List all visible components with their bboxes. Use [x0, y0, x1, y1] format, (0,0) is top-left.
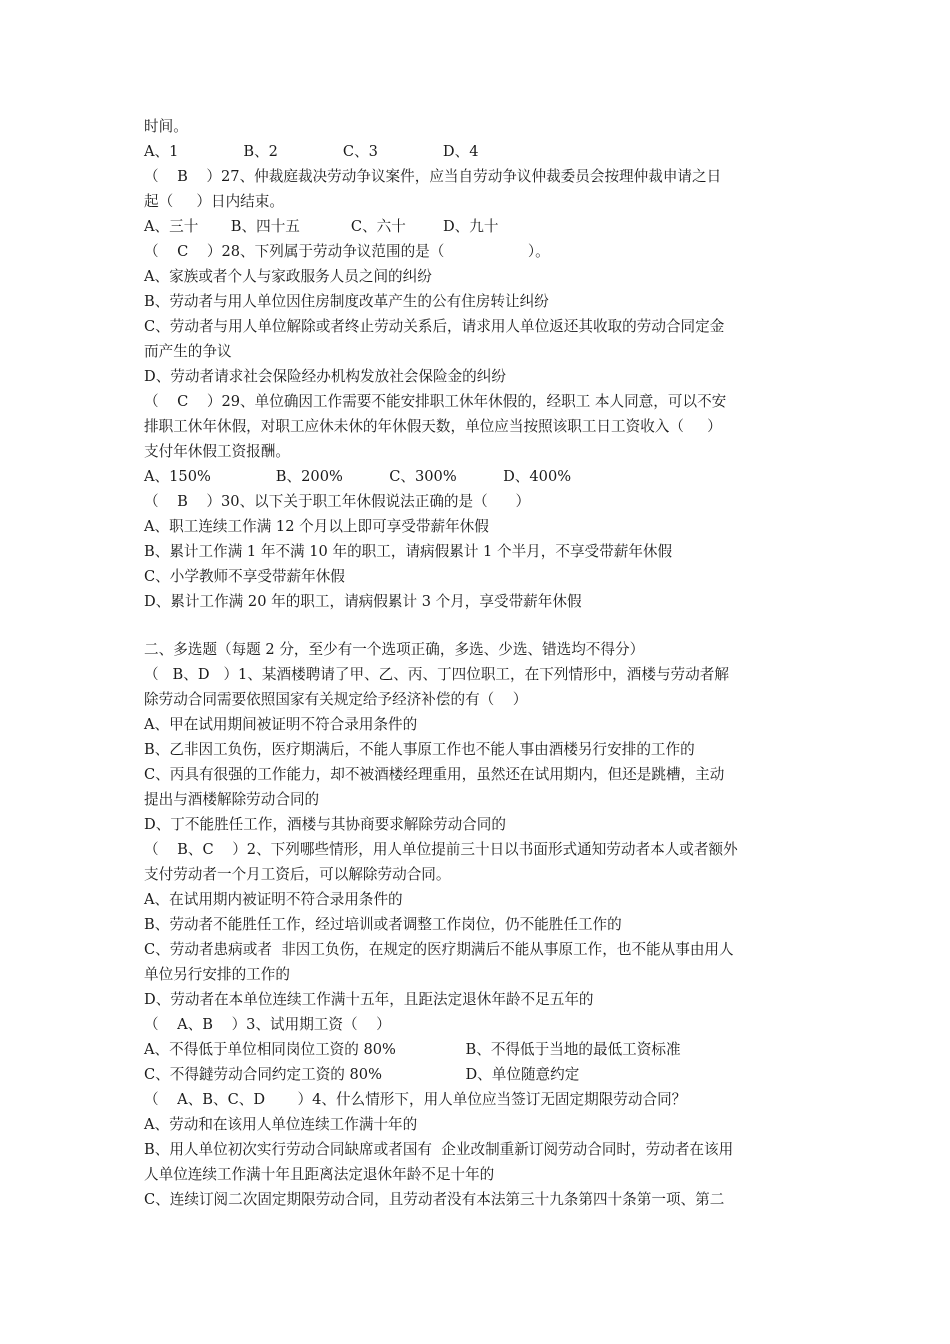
text-line: （ B、D ）1、某酒楼聘请了甲、乙、丙、丁四位职工，在下列情形中，酒楼与劳动者解 [144, 666, 729, 683]
text-line: C、不得鐽劳动合同约定工资的 80% D、单位随意约定 [144, 1066, 580, 1083]
text-line: 人单位连续工作满十年且距离法定退休年龄不足十年的 [144, 1166, 495, 1183]
text-line: A、不得低于单位相同岗位工资的 80% B、不得低于当地的最低工资标准 [144, 1041, 681, 1058]
text-line: 除劳动合同需要依照国家有关规定给予经济补偿的有（ ） [144, 691, 528, 708]
text-line: （ A、B、C、D ）4、什么情形下，用人单位应当签订无固定期限劳动合同？ [144, 1091, 687, 1108]
text-line: 二、多选题（每题 2 分，至少有一个选项正确，多选、少选、错选均不得分） [144, 641, 645, 658]
text-line: （ B、C ）2、下列哪些情形，用人单位提前三十日以书面形式通知劳动者本人或者额外 [144, 841, 738, 858]
text-line: C、劳动者与用人单位解除或者终止劳动关系后，请求用人单位返还其收取的劳动合同定金 [144, 318, 725, 335]
text-line: （ B ）30、以下关于职工年休假说法正确的是（ ） [144, 493, 531, 510]
text-line: （ A、B ）3、试用期工资（ ） [144, 1016, 391, 1033]
text-line: 而产生的争议 [144, 343, 232, 360]
text-line: A、在试用期内被证明不符合录用条件的 [144, 891, 403, 908]
text-line: D、劳动者在本单位连续工作满十五年，且距法定退休年龄不足五年的 [144, 991, 594, 1008]
text-line: （ C ）28、下列属于劳动争议范围的是（ ）。 [144, 243, 550, 260]
text-line: A、150% B、200% C、300% D、400% [144, 468, 572, 485]
text-line: C、劳动者患病或者 非因工负伤，在规定的医疗期满后不能从事原工作，也不能从事由用人 [144, 941, 734, 958]
text-line: （ C ）29、单位确因工作需要不能安排职工休年休假的，经职工 本人同意，可以不安 [144, 393, 727, 410]
text-line: 排职工休年休假，对职工应休未休的年休假天数，单位应当按照该职工日工资收入（ ） [144, 418, 722, 435]
text-line: A、劳动和在该用人单位连续工作满十年的 [144, 1116, 418, 1133]
text-line: 时间。 [144, 118, 188, 135]
document-page [144, 114, 812, 1212]
text-line: A、家族或者个人与家政服务人员之间的纠纷 [144, 268, 432, 285]
blank-line [144, 614, 812, 637]
text-line: B、劳动者不能胜任工作，经过培训或者调整工作岗位，仍不能胜任工作的 [144, 916, 622, 933]
text-line: A、1 B、2 C、3 D、4 [144, 143, 479, 160]
text-line: D、劳动者请求社会保险经办机构发放社会保险金的纠纷 [144, 368, 506, 385]
text-line: B、乙非因工负伤，医疗期满后，不能人事原工作也不能人事由酒楼另行安排的工作的 [144, 741, 695, 758]
text-line: 支付年休假工资报酬。 [144, 443, 290, 460]
text-line: 起（ ）日内结束。 [144, 193, 284, 210]
text-line: B、累计工作满 1 年不满 10 年的职工，请病假累计 1 个半月，不享受带薪年休假 [144, 543, 673, 560]
text-line: C、小学教师不享受带薪年休假 [144, 568, 345, 585]
text-line: C、丙具有很强的工作能力，却不被酒楼经理重用，虽然还在试用期内，但还是跳槽，主动 [144, 766, 725, 783]
text-line: A、甲在试用期间被证明不符合录用条件的 [144, 716, 418, 733]
text-line: A、职工连续工作满 12 个月以上即可享受带薪年休假 [144, 518, 489, 535]
text-line: B、劳动者与用人单位因住房制度改革产生的公有住房转让纠纷 [144, 293, 549, 310]
text-line: （ B ）27、仲裁庭裁决劳动争议案件，应当自劳动争议仲裁委员会按理仲裁申请之日 [144, 168, 722, 185]
text-line: C、连续订阅二次固定期限劳动合同，且劳动者没有本法第三十九条第四十条第一项、第二 [144, 1191, 725, 1208]
text-line: 单位另行安排的工作的 [144, 966, 290, 983]
text-line: A、三十 B、四十五 C、六十 D、九十 [144, 218, 499, 235]
text-line: D、累计工作满 20 年的职工，请病假累计 3 个月，享受带薪年休假 [144, 593, 582, 610]
text-line: B、用人单位初次实行劳动合同缺席或者国有 企业改制重新订阅劳动合同时，劳动者在该用 [144, 1141, 734, 1158]
text-line: 支付劳动者一个月工资后，可以解除劳动合同。 [144, 866, 451, 883]
text-line: D、丁不能胜任工作，酒楼与其协商要求解除劳动合同的 [144, 816, 506, 833]
text-line: 提出与酒楼解除劳动合同的 [144, 791, 320, 808]
